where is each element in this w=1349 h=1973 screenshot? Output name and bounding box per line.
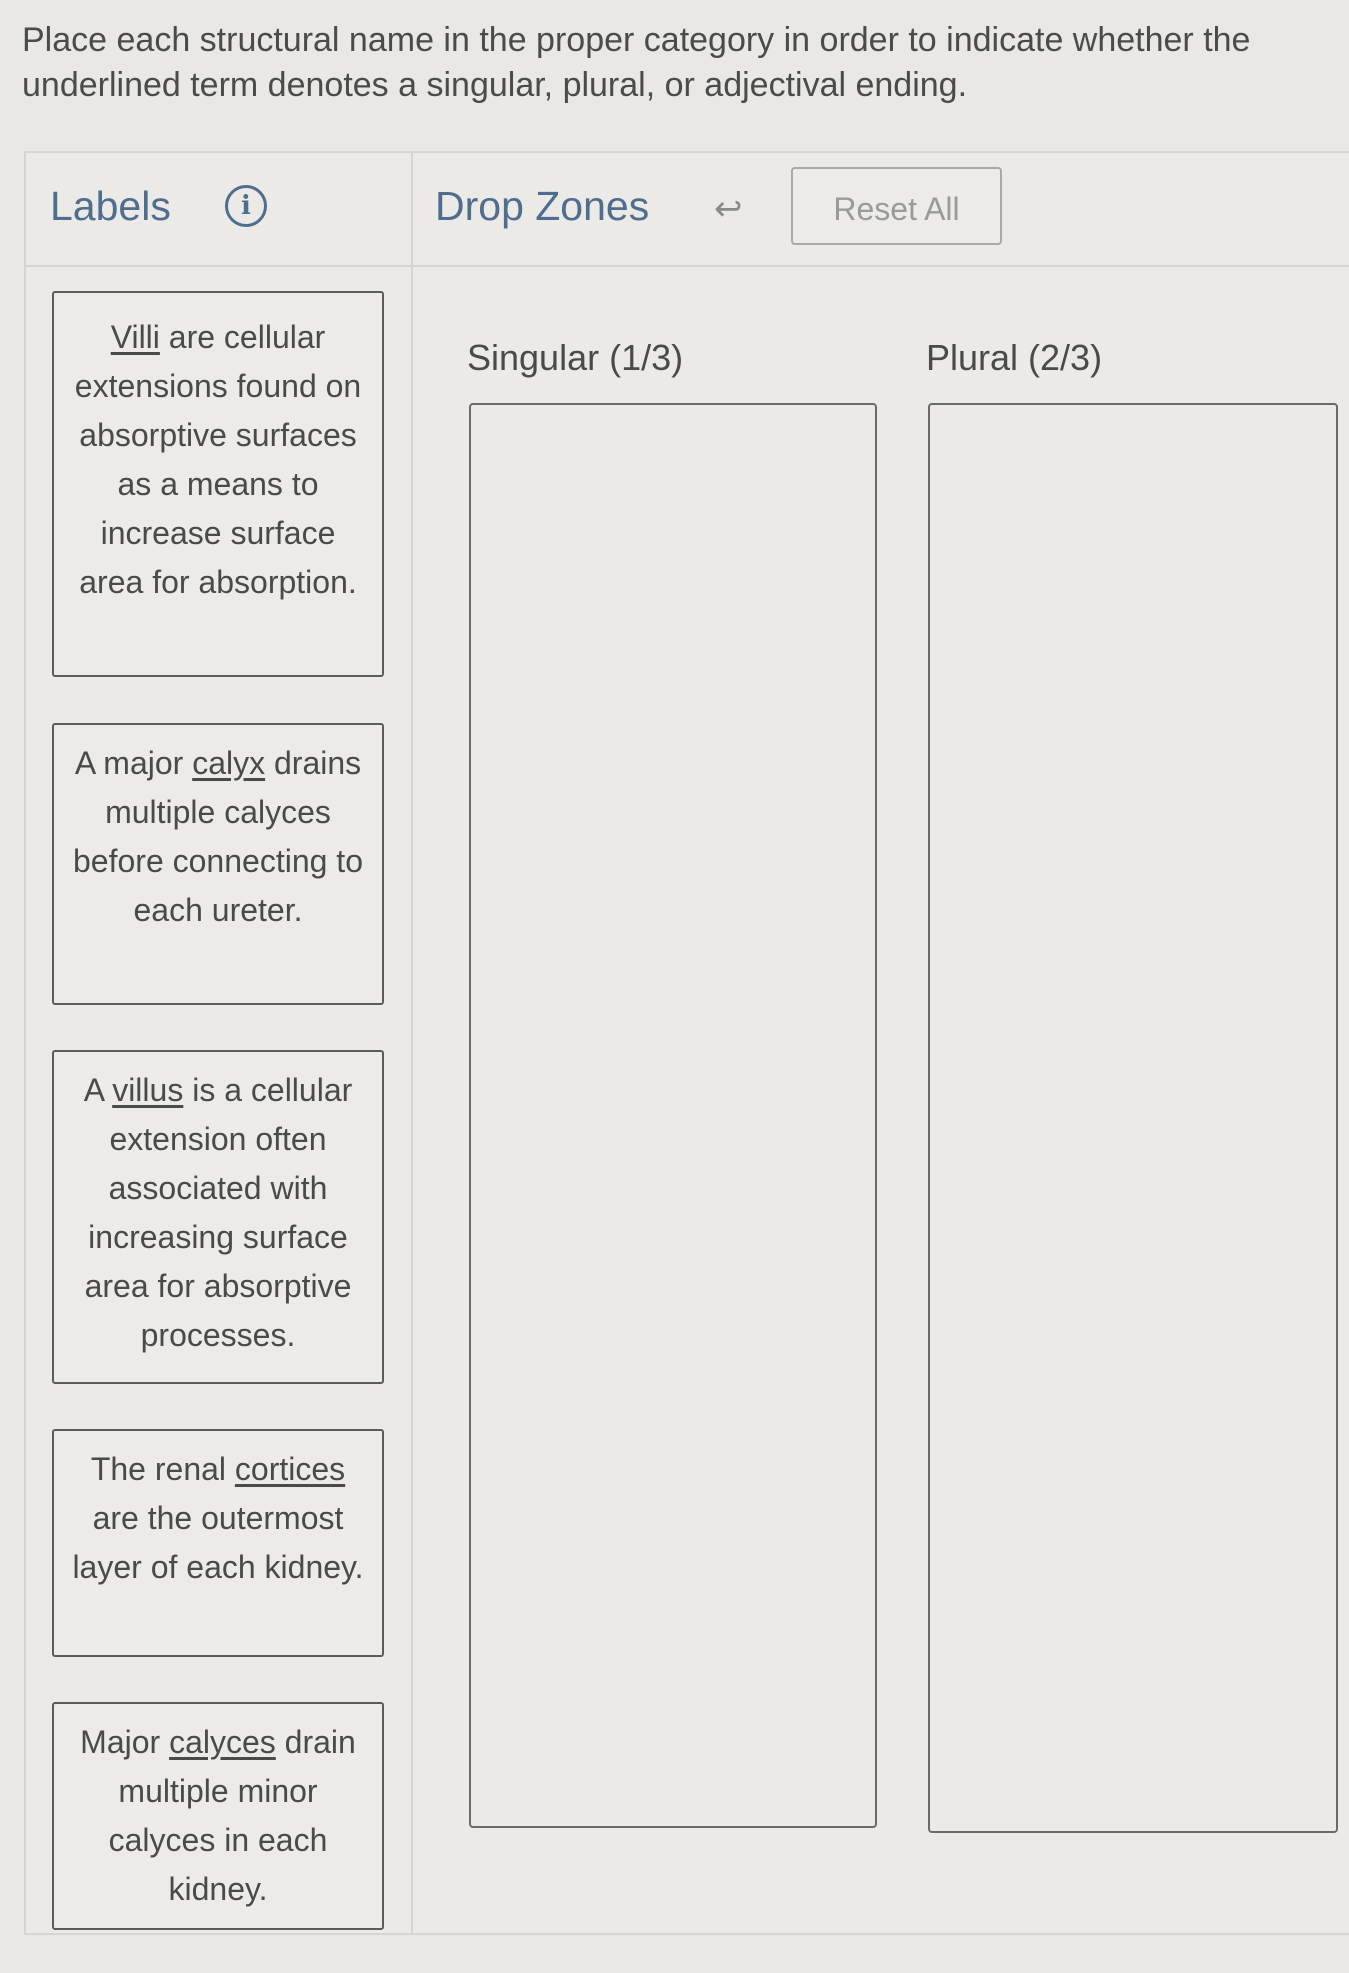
label-term: villus [112, 1072, 184, 1108]
info-circle-icon[interactable]: i [225, 185, 267, 227]
label-before: Major [80, 1724, 170, 1760]
labels-title: Labels [50, 183, 171, 229]
label-before: The renal [90, 1451, 235, 1487]
label-card-cortices[interactable] [52, 1429, 384, 1657]
plural-drop-zone[interactable] [928, 403, 1338, 1833]
instructions-text: Place each structural name in the proper category in order to indicate whether the underlined term denotes a singular, plural, or adjectival ending. [22, 21, 1251, 104]
label-after: is a cellular extension often associated with increasing surface area for absorptive processes. [84, 1072, 353, 1353]
label-after: are the outermost layer of each kidney. [72, 1500, 364, 1585]
undo-arrow-icon[interactable]: ↩ [714, 190, 743, 228]
label-card-calyces[interactable] [52, 1702, 384, 1930]
label-term: calyx [192, 745, 266, 781]
label-term: Villi [110, 319, 160, 355]
label-term: calyces [169, 1724, 276, 1760]
singular-drop-zone[interactable] [469, 403, 877, 1828]
label-term: cortices [234, 1451, 346, 1487]
labels-column [26, 153, 413, 1933]
plural-zone-title: Plural (2/3) [926, 337, 1103, 378]
label-card-villus[interactable] [52, 1050, 384, 1384]
label-card-calyx[interactable] [52, 723, 384, 1005]
drag-drop-panel [24, 151, 1349, 1935]
drop-zones-title: Drop Zones [435, 183, 650, 229]
label-card-villi[interactable] [52, 291, 384, 677]
label-after: drains multiple calyces before connecting to each ureter. [73, 745, 363, 928]
reset-all-button[interactable]: Reset All [791, 167, 1002, 245]
label-before: A [83, 1072, 113, 1108]
label-before: A major [74, 745, 193, 781]
singular-zone-title: Singular (1/3) [467, 337, 684, 378]
label-after: drain multiple minor calyces in each kidney. [108, 1724, 356, 1907]
label-after: are cellular extensions found on absorptive surfaces as a means to increase surface area for absorption. [74, 319, 362, 600]
